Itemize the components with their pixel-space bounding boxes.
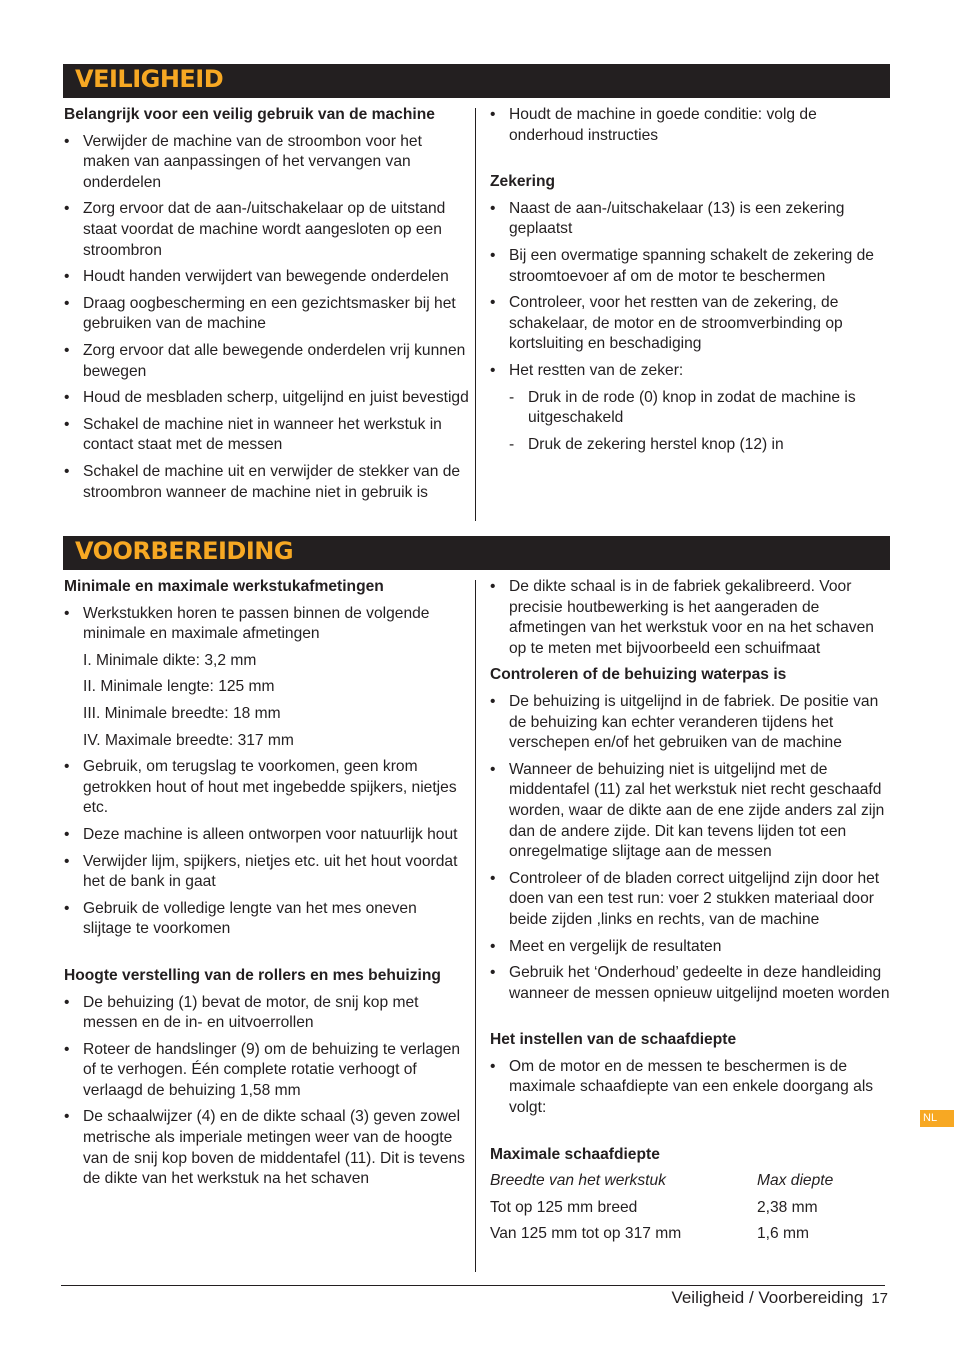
- subheading: Minimale en maximale werkstukafmetingen: [64, 578, 384, 595]
- table-header-cell: Max diepte: [757, 1172, 834, 1190]
- dash-list: [509, 388, 890, 456]
- table-cell: Van 125 mm tot op 317 mm: [490, 1225, 682, 1243]
- subheading: Het instellen van de schaafdiepte: [490, 1031, 737, 1049]
- section-title: VEILIGHEID: [75, 65, 224, 93]
- subheading: Belangrijk voor een veilig gebruik van de machine: [64, 106, 435, 123]
- list-item: • Deze machine is alleen ontworpen voor natuurlijk hout: [64, 825, 469, 846]
- list-item: • Meet en vergelijk de resultaten: [490, 937, 890, 958]
- list-item: • Verwijder lijm, spijkers, nietjes etc. uit het hout voordat het de bank in gaat: [64, 852, 469, 893]
- table-cell: 1,6 mm: [757, 1225, 809, 1243]
- veiligheid-right-column: [490, 105, 890, 461]
- list-item: • Om de motor en de messen te beschermen is de maximale schaafdiepte van een enkele doorgang als volgt:: [490, 1057, 890, 1119]
- table-row: [490, 1198, 890, 1225]
- list-item: • Wanneer de behuizing niet is uitgelijnd met de middentafel (11) zal het werkstuk niet recht geschaafd worden, waar de dikte aan de ene zijde anders zal zijn dan de andere zijde. Dit kan tevens lijden tot een onregelmatige slijtage aan de messen: [490, 760, 890, 863]
- column-divider: [475, 580, 476, 1272]
- footer-text: Veiligheid / Voorbereiding: [671, 1288, 864, 1307]
- subheading: Maximale schaafdiepte: [490, 1145, 660, 1163]
- footer: [671, 1288, 888, 1308]
- dimension-item: III. Minimale breedte: 18 mm: [83, 704, 281, 722]
- table-row: [490, 1224, 890, 1251]
- table-header-row: [490, 1171, 890, 1198]
- list-item: • Controleer of de bladen correct uitgelijnd zijn door het doen van een test run: voer 2 stukken materiaal door beide zijden ,links en rechts, van de machine: [490, 869, 890, 931]
- list-item: • De behuizing (1) bevat de motor, de snij kop met messen en de in- en uitvoerrollen: [64, 993, 469, 1034]
- list-item: • De dikte schaal is in de fabriek gekalibreerd. Voor precisie houtbewerking is het aangeraden de afmetingen van het werkstuk voor en na het schaven op te meten met bijvoorbeeld een schuifmaat: [490, 577, 890, 659]
- list-item: • Houdt handen verwijdert van bewegende onderdelen: [64, 267, 469, 288]
- list-item: • Schakel de machine niet in wanneer het werkstuk in contact staat met de messen: [64, 415, 469, 456]
- bullet-list: [490, 692, 890, 1004]
- bullet-list: [64, 132, 469, 504]
- subheading: Controleren of de behuizing waterpas is: [490, 666, 787, 684]
- section-band-voorbereiding: [63, 536, 890, 570]
- subheading: Zekering: [490, 173, 555, 191]
- list-item: • De schaalwijzer (4) en de dikte schaal (3) geven zowel metrische als imperiale metingen weer van de hoogte van de snij kop boven de middentafel (11). Dit is tevens de dikte van het werkstuk na het schaven: [64, 1107, 469, 1189]
- list-item: - Druk in de rode (0) knop in zodat de machine is uitgeschakeld: [509, 388, 890, 429]
- dimension-item: II. Minimale lengte: 125 mm: [83, 678, 275, 696]
- list-item: • Schakel de machine uit en verwijder de stekker van de stroombron wanneer de machine niet in gebruik is: [64, 462, 469, 503]
- page-number: 17: [871, 1290, 888, 1307]
- list-item: • Gebruik, om terugslag te voorkomen, geen krom getrokken hout of hout met ingebedde spijkers, nietjes etc.: [64, 757, 469, 819]
- table-header-cell: Breedte van het werkstuk: [490, 1172, 666, 1190]
- list-item: • Bij een overmatige spanning schakelt de zekering de stroomtoevoer af om de motor te beschermen: [490, 246, 890, 287]
- veiligheid-left-column: [64, 105, 469, 509]
- list-item: • Werkstukken horen te passen binnen de volgende minimale en maximale afmetingen: [64, 604, 469, 645]
- bullet-list: [64, 604, 469, 940]
- section-title: VOORBEREIDING: [75, 537, 294, 565]
- voorbereiding-left-column: [64, 577, 469, 1196]
- table-cell: Tot op 125 mm breed: [490, 1198, 638, 1216]
- voorbereiding-right-column: [490, 577, 890, 1251]
- table-cell: 2,38 mm: [757, 1198, 818, 1216]
- bullet-list: [490, 1057, 890, 1119]
- planing-depth-table: [490, 1171, 890, 1251]
- list-item: • Houd de mesbladen scherp, uitgelijnd en juist bevestigd: [64, 388, 469, 409]
- bullet-list: [64, 993, 469, 1190]
- list-item: • Verwijder de machine van de stroombon voor het maken van aanpassingen of het vervangen van onderdelen: [64, 132, 469, 194]
- list-item: • Controleer, voor het restten van de zekering, de schakelaar, de motor en de stroomverbinding op kortsluiting en beschadiging: [490, 293, 890, 355]
- list-item: • Het restten van de zeker:: [490, 361, 890, 382]
- list-item: • Gebruik de volledige lengte van het mes oneven slijtage te voorkomen: [64, 899, 469, 940]
- dimension-item: IV. Maximale breedte: 317 mm: [83, 731, 294, 749]
- section-band-veiligheid: [63, 64, 890, 98]
- list-item: • Zorg ervoor dat alle bewegende onderdelen vrij kunnen bewegen: [64, 341, 469, 382]
- list-item: • Draag oogbescherming en een gezichtsmasker bij het gebruiken van de machine: [64, 294, 469, 335]
- dimension-item: I. Minimale dikte: 3,2 mm: [83, 651, 257, 669]
- list-item: • Naast de aan-/uitschakelaar (13) is een zekering geplaatst: [490, 199, 890, 240]
- list-item: • De behuizing is uitgelijnd in de fabriek. De positie van de behuizing kan echter veranderen tijdens het verschepen en/of het gebruiken van de machine: [490, 692, 890, 754]
- column-divider: [475, 108, 476, 521]
- list-item: • Gebruik het ‘Onderhoud’ gedeelte in deze handleiding wanneer de messen opnieuw uitgelijnd moeten worden: [490, 963, 890, 1004]
- bullet-list: [490, 199, 890, 382]
- list-item: • Houdt de machine in goede conditie: volg de onderhoud instructies: [490, 105, 890, 146]
- bullet-list: [490, 577, 890, 659]
- language-tab: NL: [920, 1110, 954, 1127]
- footer-rule: [61, 1285, 885, 1286]
- list-item: • Zorg ervoor dat de aan-/uitschakelaar op de uitstand staat voordat de machine wordt aangesloten op een stroombron: [64, 199, 469, 261]
- list-item: - Druk de zekering herstel knop (12) in: [509, 435, 890, 456]
- bullet-list: [490, 105, 890, 146]
- list-item: • Roteer de handslinger (9) om de behuizing te verlagen of te verhogen. Één complete rotatie verhoogt of verlaagd de behuizing 1,58 mm: [64, 1040, 469, 1102]
- subheading: Hoogte verstelling van de rollers en mes behuizing: [64, 966, 441, 984]
